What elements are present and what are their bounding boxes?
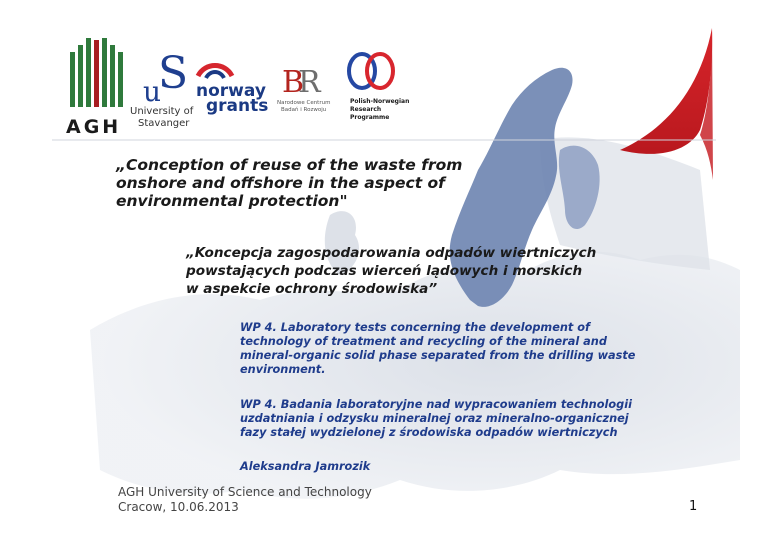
stavanger-logo-line1: University of (130, 106, 194, 117)
affiliation (118, 485, 372, 515)
norway-grants-logo (196, 66, 268, 117)
wp-polish-line2: uzdatniania i odzysku mineralnej oraz mineralno-organicznej (240, 412, 629, 425)
title-polish (186, 244, 656, 298)
stavanger-logo-line2: Stavanger (138, 118, 190, 129)
title-english-line2: onshore and offshore in the aspect of (116, 174, 445, 192)
wp-english-line3: mineral-organic solid phase separated from the drilling waste (240, 349, 636, 362)
work-package-polish (240, 398, 700, 440)
pnrp-logo-line2: Research (350, 106, 382, 113)
svg-text:R: R (298, 65, 321, 100)
wp-english-line4: environment. (240, 363, 326, 376)
pnrp-logo-line3: Programme (350, 114, 390, 121)
affiliation-line2: Cracow, 10.06.2013 (118, 500, 239, 514)
wp-polish-line3: fazy stałej wydzielonej z środowiska odpadów wiertniczych (240, 426, 618, 439)
wp-polish-line1: WP 4. Badania laboratoryjne nad wypracowaniem technologii (240, 398, 632, 411)
title-english-line1: „Conception of reuse of the waste from (116, 156, 463, 174)
ncbr-logo-line2: Badań i Rozwoju (281, 107, 327, 113)
norway-grants-logo-line2: grants (206, 96, 269, 116)
norway-grants-logo-line1: norway (196, 81, 266, 101)
title-polish-line3: w aspekcie ochrony środowiska” (186, 281, 438, 297)
pnrp-logo (349, 54, 409, 121)
svg-text:S: S (158, 48, 189, 99)
svg-text:B: B (282, 65, 305, 100)
title-english (116, 156, 516, 210)
ncbr-logo-line1: Narodowe Centrum (277, 100, 331, 106)
ncbr-logo (277, 65, 330, 113)
stavanger-logo (130, 48, 194, 129)
svg-text:u: u (143, 75, 162, 108)
wp-english-line1: WP 4. Laboratory tests concerning the development of (240, 321, 590, 334)
author-name: Aleksandra Jamrozik (240, 460, 371, 473)
title-polish-line1: „Koncepcja zagospodarowania odpadów wiertniczych (186, 245, 597, 261)
agh-logo (66, 38, 123, 138)
title-polish-line2: powstających podczas wierceń lądowych i morskich (186, 263, 583, 279)
wp-english-line2: technology of treatment and recycling of the mineral and (240, 335, 607, 348)
page-number: 1 (689, 499, 698, 514)
title-english-line3: environmental protection" (116, 192, 348, 210)
agh-logo-text: AGH (66, 116, 122, 138)
partner-logos (0, 0, 768, 150)
affiliation-line1: AGH University of Science and Technology (118, 485, 372, 499)
work-package-english (240, 321, 700, 377)
pnrp-logo-line1: Polish-Norwegian (350, 98, 410, 105)
